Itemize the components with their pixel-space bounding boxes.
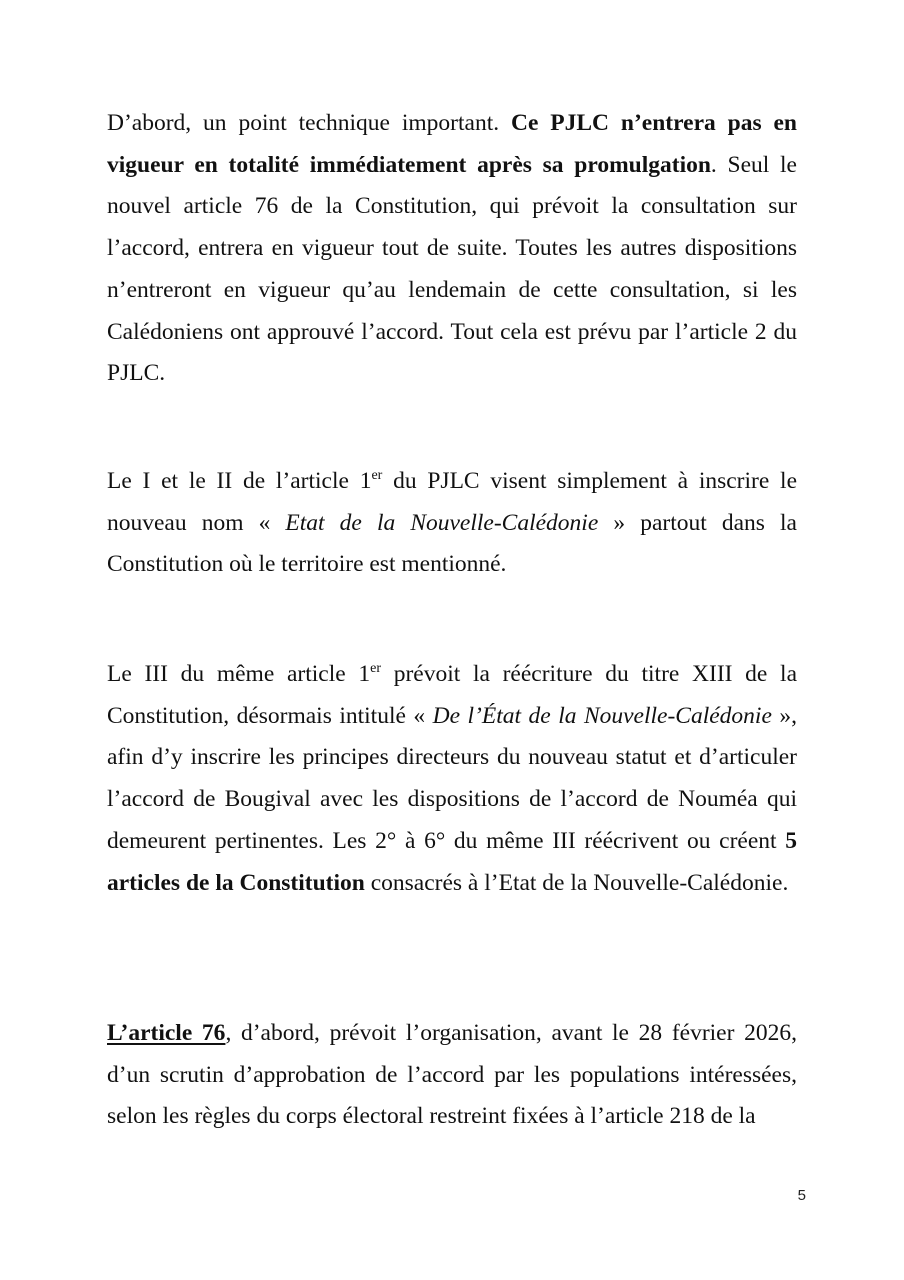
article-76-heading: L’article 76 <box>107 1020 226 1046</box>
text-segment: prévoit la réécriture du titre XIII de la Constitution, désormais intitulé « <box>107 661 798 729</box>
text-segment: consacrés à l’Etat de la Nouvelle-Calédonie. <box>364 869 789 896</box>
text-segment: , d’abord, prévoit l’organisation, avant le 28 février 2026, d’un scrutin d’approbation de l’accord par les populations intéressées, selon les règles du corps électoral restreint fixées à l’article 218 de la <box>107 1020 797 1130</box>
text-segment: . Seul le nouvel article 76 de la Constitution, qui prévoit la consultation sur l’accord, entrera en vigueur tout de suite. Toutes les autres dispositions n’entreront en vigueur qu’au lendemain de cette consultation, si les Calédoniens ont approuvé l’accord. Tout cela est prévu par l’article 2 du PJLC. <box>107 151 797 387</box>
bold-articles-count: 5 articles de la Constitution <box>107 827 797 896</box>
text-segment: du PJLC visent simplement à inscrire le nouveau nom « <box>107 468 798 536</box>
paragraph-article-76 <box>107 1013 797 1138</box>
paragraph-article-1-i-ii <box>107 461 797 586</box>
paragraph-article-1-iii <box>107 654 797 904</box>
text-segment: D’abord, un point technique important. <box>107 110 511 136</box>
text-segment: Le III du même article 1 <box>107 661 371 687</box>
bold-statement: Ce PJLC n’entrera pas en vigueur en totalité immédiatement après sa promulgation <box>107 110 797 178</box>
text-segment: Le I et le II de l’article 1 <box>107 468 372 494</box>
italic-state-name: Etat de la Nouvelle-Calédonie <box>285 509 599 536</box>
text-segment: » partout dans la Constitution où le territoire est mentionné. <box>107 509 797 578</box>
italic-title-name: De l’État de la Nouvelle-Calédonie <box>432 702 772 729</box>
text-segment: », afin d’y inscrire les principes directeurs du nouveau statut et d’articuler l’accord de Bougival avec les dispositions de l’accord de Nouméa qui demeurent pertinentes. Les 2° à 6° du même III réécrivent ou créent <box>107 702 798 854</box>
superscript-er: er <box>370 661 381 676</box>
superscript-er: er <box>371 468 383 483</box>
paragraph-technical-point <box>107 103 797 395</box>
page-number: 5 <box>797 1187 806 1204</box>
